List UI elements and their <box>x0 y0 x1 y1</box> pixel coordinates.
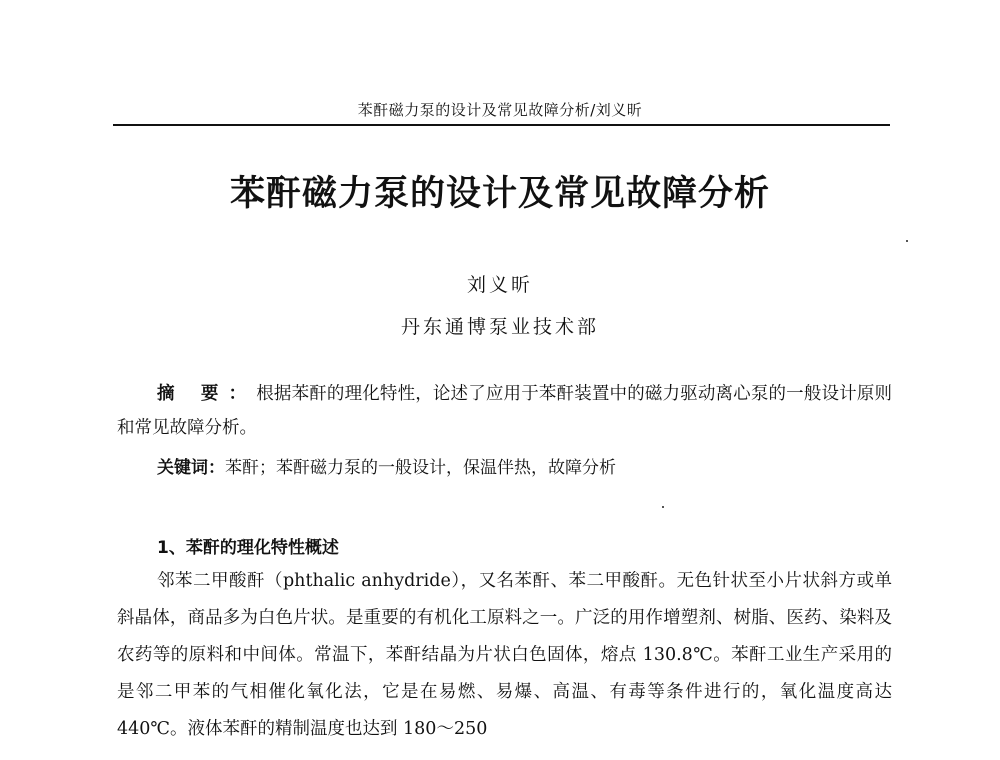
keywords-text: 苯酐；苯酐磁力泵的一般设计，保温伴热，故障分析 <box>225 458 616 478</box>
author-name: 刘义昕 <box>466 274 533 296</box>
page-title: 苯酐磁力泵的设计及常见故障分析 <box>229 173 770 214</box>
header-rule <box>113 124 890 126</box>
section-heading-1: 1、苯酐的理化特性概述 <box>157 538 339 558</box>
abstract <box>117 377 892 445</box>
author-affiliation: 丹东通博泵业技术部 <box>400 316 599 338</box>
scan-speck <box>662 506 664 508</box>
section-1-paragraph: 邻苯二甲酸酐（phthalic anhydride），又名苯酐、苯二甲酸酐。无色针状至小片状斜方或单斜晶体，商品多为白色片状。是重要的有机化工原料之一。广泛的用作增塑剂、树脂、医药、染料及农药等的原料和中间体。常温下，苯酐结晶为片状白色固体，熔点 130.8℃。苯酐工业生产采用的是邻二甲苯的气相催化氧化法，它是在易燃、易爆、高温、有毒等条件进行的，氧化温度高达 440℃。液体苯酐的精制温度也达到 180～250 <box>117 571 892 739</box>
abstract-text: 根据苯酐的理化特性，论述了应用于苯酐装置中的磁力驱动离心泵的一般设计原则和常见故障分析。 <box>117 384 892 438</box>
scan-speck <box>906 240 908 242</box>
running-header: 苯酐磁力泵的设计及常见故障分析/刘义昕 <box>357 101 643 119</box>
abstract-label: 摘 要： <box>157 384 257 404</box>
keywords <box>157 453 616 478</box>
keywords-label: 关键词： <box>157 458 225 478</box>
